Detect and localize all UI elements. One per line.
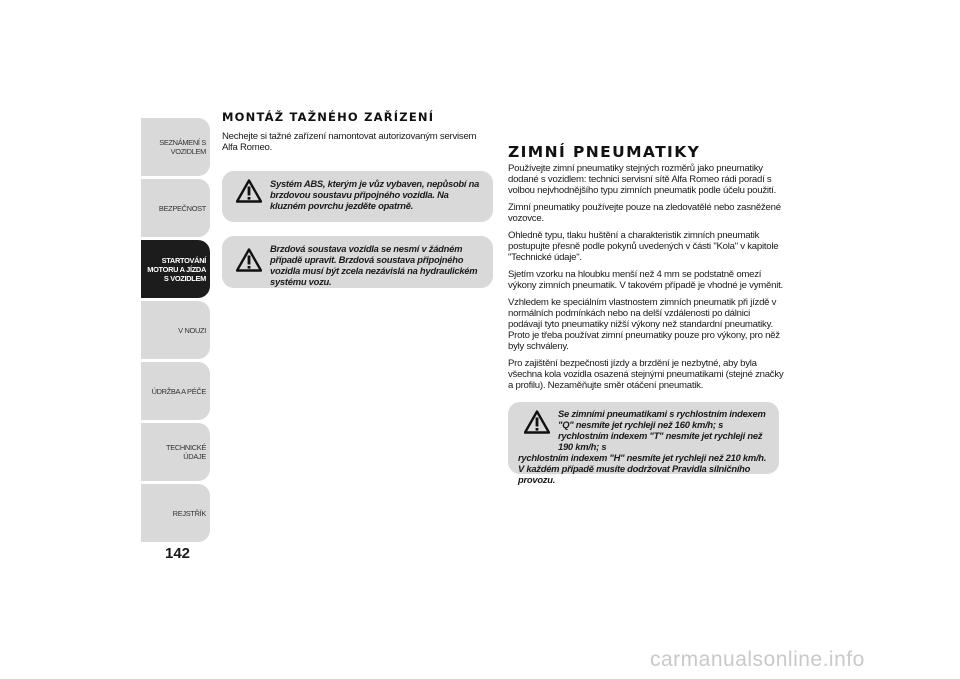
warning-text-part: rychlostním indexem "H" nesmíte jet rychleji než 210 km/h. V každém případě musíte dodržovat Pravidla silničního provozu. <box>518 452 767 485</box>
paragraph: Sjetím vzorku na hloubku menší než 4 mm se podstatně omezí výkony zimních pneumatik. V takovém případě je vhodné je vyměnit. <box>508 269 783 291</box>
paragraph: Používejte zimní pneumatiky stejných rozměrů jako pneumatiky dodané s vozidlem: technici servisní sítě Alfa Romeo rádi poradí s volbou nejvhodnějšího typu zimních pneumatik podle účelu použití. <box>508 163 777 196</box>
winter-tyres-body <box>508 163 784 397</box>
tab-seznameni[interactable]: SEZNÁMENÍ S VOZIDLEM <box>141 118 210 176</box>
paragraph: Zimní pneumatiky používejte pouze na zledovatělé nebo zasněžené vozovce. <box>508 202 781 224</box>
warning-text-speed-index <box>518 408 773 485</box>
tab-v-nouzi[interactable]: V NOUZI <box>141 301 210 359</box>
warning-box-brakes <box>222 236 493 288</box>
section-heading-towing: MONTÁŽ TAŽNÉHO ZAŘÍZENÍ <box>222 110 435 124</box>
tab-bezpecnost[interactable]: BEZPEČNOST <box>141 179 210 237</box>
towing-intro-text: Nechejte si tažné zařízení namontovat autorizovaným servisem Alfa Romeo. <box>222 131 477 153</box>
warning-box-abs <box>222 171 493 222</box>
watermark: carmanualsonline.info <box>650 648 865 671</box>
warning-text-part: Se zimními pneumatikami s rychlostním indexem "Q" nesmíte jet rychleji než 160 km/h; s rychlostním indexem "T" nesmíte jet rychleji než 190 km/h; s <box>558 408 766 452</box>
warning-triangle-icon <box>236 248 262 272</box>
paragraph: Ohledně typu, tlaku huštění a charakteristik zimních pneumatik postupujte přesně podle pokynů uvedených v části "Kola" v kapitole "Technické údaje". <box>508 230 779 263</box>
warning-triangle-icon <box>236 179 262 203</box>
tab-startovani[interactable]: STARTOVÁNÍ MOTORU A JÍZDA S VOZIDLEM <box>141 240 210 298</box>
warning-text-brakes: Brzdová soustava vozidla se nesmí v žádném případě upravit. Brzdová soustava připojného vozidla musí být zcela nezávislá na hydraulickém systému vozu. <box>270 243 478 287</box>
paragraph: Vzhledem ke speciálním vlastnostem zimních pneumatik při jízdě v normálních podmínkách nebo na delší vzdálenosti po dálnici podávají tyto pneumatiky nižší výkony než standardní pneumatiky. Proto je třeba používat zimní pneumatiky pouze pro výkony, pro něž byly schváleny. <box>508 297 780 352</box>
tab-technicke-udaje[interactable]: TECHNICKÉ ÚDAJE <box>141 423 210 481</box>
tab-rejstrik[interactable]: REJSTŘÍK <box>141 484 210 542</box>
warning-text-abs: Systém ABS, kterým je vůz vybaven, nepůsobí na brzdovou soustavu připojného vozidla. Na kluzném povrchu jezděte opatrně. <box>270 178 480 211</box>
section-heading-winter-tyres: ZIMNÍ PNEUMATIKY <box>508 143 701 161</box>
paragraph: Pro zajištění bezpečnosti jízdy a brzdění je nezbytné, aby byla všechna kola vozidla osazená stejnými pneumatikami (stejné značky a profilu). Nezaměňujte směr otáčení pneumatik. <box>508 358 784 391</box>
page-number: 142 <box>165 545 191 562</box>
tab-udrzba[interactable]: ÚDRŽBA A PÉČE <box>141 362 210 420</box>
warning-box-speed-index <box>508 402 779 485</box>
